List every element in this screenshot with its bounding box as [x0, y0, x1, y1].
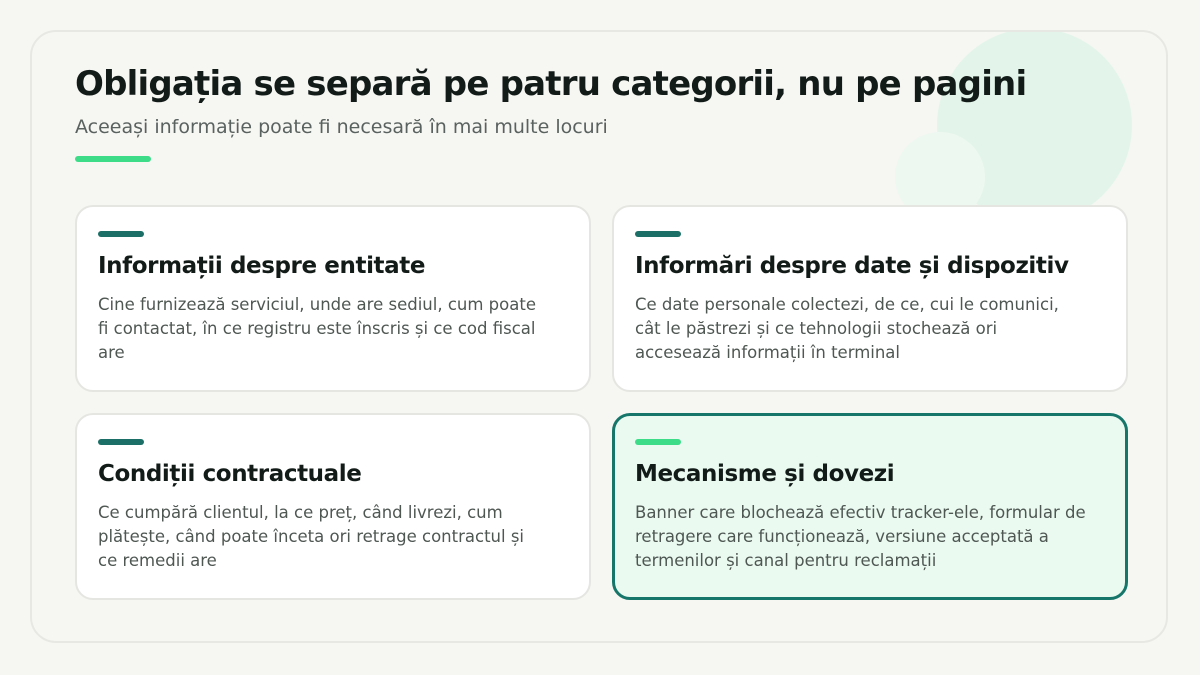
title-accent-bar: [75, 156, 151, 162]
card-text: Ce cumpără clientul, la ce preț, când livrezi, cum plătește, când poate înceta ori retrage contractul și ce remedii are: [98, 503, 525, 570]
card-text: Ce date personale colectezi, de ce, cui le comunici, cât le păstrezi și ce tehnologii stochează ori accesează informații în terminal: [635, 295, 1059, 362]
slide-panel: [30, 30, 1168, 643]
card-entity-info: [75, 205, 591, 392]
card-title: Informări despre date și dispozitiv: [635, 253, 1069, 279]
slide-title: Obligația se separă pe patru categorii, nu pe pagini: [75, 64, 1027, 104]
card-text: Cine furnizează serviciul, unde are sediul, cum poate fi contactat, în ce registru este înscris și ce cod fiscal are: [98, 295, 536, 362]
card-accent-bar: [98, 439, 144, 445]
slide-subtitle: Aceeași informație poate fi necesară în mai multe locuri: [75, 116, 608, 138]
card-contract-terms: [75, 413, 591, 600]
card-accent-bar: [635, 439, 681, 445]
card-data-device-info: [612, 205, 1128, 392]
card-title: Mecanisme și dovezi: [635, 461, 895, 487]
card-accent-bar: [635, 231, 681, 237]
card-title: Informații despre entitate: [98, 253, 426, 279]
card-accent-bar: [98, 231, 144, 237]
card-text: Banner care blochează efectiv tracker-ele, formular de retragere care funcționează, versiune acceptată a termenilor și canal pentru reclamații: [635, 503, 1086, 570]
card-mechanisms-evidence: [612, 413, 1128, 600]
card-title: Condiții contractuale: [98, 461, 362, 487]
